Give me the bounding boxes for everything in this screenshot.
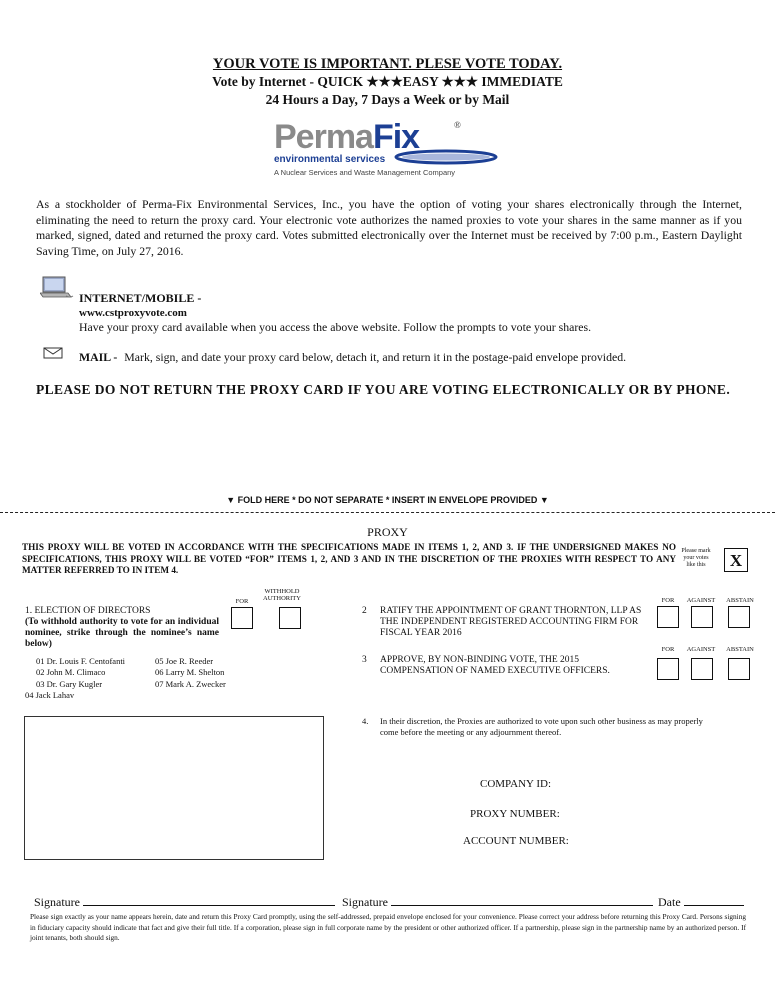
item3-against-checkbox[interactable] xyxy=(691,658,713,680)
nominee[interactable]: 03 Dr. Gary Kugler xyxy=(36,678,103,689)
signing-instructions: Please sign exactly as your name appears herein, date and return this Proxy Card promptly, using the self-addressed, prepaid envelope enclosed for your convenience. Please correct your address before returning this Proxy Card. Persons signing in fiduciary capacity should indicate that fact and give their full title. If a corporation, please sign in full corporate name by the president or other authorized officer. If a partnership, please sign in the partnership name by an authorized person. If joint tenants, both should sign. xyxy=(30,912,746,942)
proxy-title: PROXY xyxy=(367,525,408,539)
proxy-number-label: PROXY NUMBER: xyxy=(470,808,560,820)
account-number-label: ACCOUNT NUMBER: xyxy=(463,835,569,847)
nominee[interactable]: 07 Mark A. Zwecker xyxy=(155,678,226,689)
nominee-list-left xyxy=(36,656,125,690)
mark-example-box: X xyxy=(724,548,748,572)
logo-word-fix: Fix xyxy=(372,118,420,156)
item4-text: In their discretion, the Proxies are authorized to vote upon such other business as may properly come before the meeting or any adjournment thereof. xyxy=(380,716,703,738)
item1-title: 1. ELECTION OF DIRECTORS xyxy=(25,606,151,616)
perma-fix-logo xyxy=(268,118,508,178)
signature-2-label: Signature xyxy=(342,895,388,909)
headline: YOUR VOTE IS IMPORTANT. PLESE VOTE TODAY. xyxy=(212,56,563,72)
nominee[interactable]: 06 Larry M. Shelton xyxy=(155,667,225,678)
logo-tagline: A Nuclear Services and Waste Management Company xyxy=(274,168,456,177)
item1-withhold-checkbox[interactable] xyxy=(279,607,301,629)
vote-by-internet-line: Vote by Internet - QUICK ★★★EASY ★★★ IMMEDIATE xyxy=(212,74,563,89)
item3-number: 3 xyxy=(362,655,367,665)
intro-paragraph: As a stockholder of Perma-Fix Environmental Services, Inc., you have the option of voting your shares electronically through the Internet, eliminating the need to return the proxy card. Your electronic vote authorizes the named proxies to vote your shares in the same manner as if you marked, signed, dated and returned the proxy card. Votes submitted electronically over the Internet must be received by 7:00 p.m., Eastern Daylight Saving Time, on July 27, 2016. xyxy=(36,197,742,258)
nominee[interactable]: 05 Joe R. Reeder xyxy=(155,656,214,666)
item3-for-label: FOR xyxy=(661,646,675,653)
date-field[interactable] xyxy=(684,895,744,906)
logo-swoosh-icon xyxy=(386,148,498,166)
mail-title: MAIL - xyxy=(79,350,118,364)
item4-number: 4. xyxy=(362,716,369,726)
item2-text: RATIFY THE APPOINTMENT OF GRANT THORNTON, LLP AS THE INDEPENDENT REGISTERED ACCOUNTING FIRM FOR FISCAL YEAR 2016 xyxy=(380,606,642,638)
internet-instructions: Have your proxy card available when you access the above website. Follow the prompts to vote your shares. xyxy=(79,320,592,334)
item3-abstain-label: ABSTAIN xyxy=(726,646,754,653)
item3-for-checkbox[interactable] xyxy=(657,658,679,680)
signature-2 xyxy=(342,895,653,910)
item2-against-checkbox[interactable] xyxy=(691,606,713,628)
nominee-list-left-cont xyxy=(25,690,74,701)
date-label: Date xyxy=(658,895,681,909)
nominee[interactable]: 04 Jack Lahav xyxy=(25,690,75,700)
item3-abstain-checkbox[interactable] xyxy=(728,658,750,680)
item2-for-checkbox[interactable] xyxy=(657,606,679,628)
mark-votes-hint: Please mark your votes like this xyxy=(681,548,711,568)
envelope-icon xyxy=(43,347,63,359)
company-id-label: COMPANY ID: xyxy=(480,778,552,790)
logo-word-perma: Perma xyxy=(274,118,373,156)
item1-withhold-label: WITHHOLD AUTHORITY xyxy=(263,588,301,602)
item1-note: (To withhold authority to vote for an individual nominee, strike through the nominee’s name below) xyxy=(25,617,219,649)
internet-title: INTERNET/MOBILE - xyxy=(79,291,202,305)
item2-abstain-label: ABSTAIN xyxy=(726,597,754,604)
proxy-specification: THIS PROXY WILL BE VOTED IN ACCORDANCE WITH THE SPECIFICATIONS MADE IN ITEMS 1, 2, AND 3. IF THE UNDERSIGNED MAKES NO SPECIFICATIONS, THIS PROXY WILL BE VOTED “FOR” ITEMS 1, 2, AND 3 AND IN THE DISCRETION OF THE PROXIES WITH RESPECT TO ANY MATTER REFERRED TO IN ITEM 4. xyxy=(22,542,676,575)
logo-subtitle: environmental services xyxy=(274,154,386,165)
date xyxy=(658,895,744,910)
item2-abstain-checkbox[interactable] xyxy=(728,606,750,628)
fold-instruction: ▼ FOLD HERE * DO NOT SEPARATE * INSERT IN ENVELOPE PROVIDED ▼ xyxy=(226,495,549,505)
proxy-vote-url[interactable]: www.cstproxyvote.com xyxy=(79,307,187,319)
item1-for-label: FOR xyxy=(235,598,249,605)
nominee-list-right xyxy=(155,656,226,690)
item2-for-label: FOR xyxy=(661,597,675,604)
nominee[interactable]: 02 John M. Climaco xyxy=(36,667,106,678)
item1-for-checkbox[interactable] xyxy=(231,607,253,629)
signature-1-field[interactable] xyxy=(83,895,335,906)
signature-1-label: Signature xyxy=(34,895,80,909)
electronic-vote-warning: PLEASE DO NOT RETURN THE PROXY CARD IF YOU ARE VOTING ELECTRONICALLY OR BY PHONE. xyxy=(36,382,731,397)
laptop-icon xyxy=(40,276,74,302)
nominee[interactable]: 01 Dr. Louis F. Centofanti xyxy=(36,656,126,666)
address-box xyxy=(24,716,324,860)
item3-text: APPROVE, BY NON-BINDING VOTE, THE 2015 COMPENSATION OF NAMED EXECUTIVE OFFICERS. xyxy=(380,655,610,676)
item2-against-label: AGAINST xyxy=(686,597,716,604)
signature-1 xyxy=(34,895,335,910)
logo-registered-mark: ® xyxy=(454,120,461,130)
mail-instructions xyxy=(79,350,626,365)
perforation-line xyxy=(0,512,775,513)
mail-description: Mark, sign, and date your proxy card below, detach it, and return it in the postage-paid envelope provided. xyxy=(124,350,627,364)
signature-2-field[interactable] xyxy=(391,895,653,906)
item2-number: 2 xyxy=(362,606,367,616)
item3-against-label: AGAINST xyxy=(686,646,716,653)
hours-line: 24 Hours a Day, 7 Days a Week or by Mail xyxy=(265,92,510,107)
